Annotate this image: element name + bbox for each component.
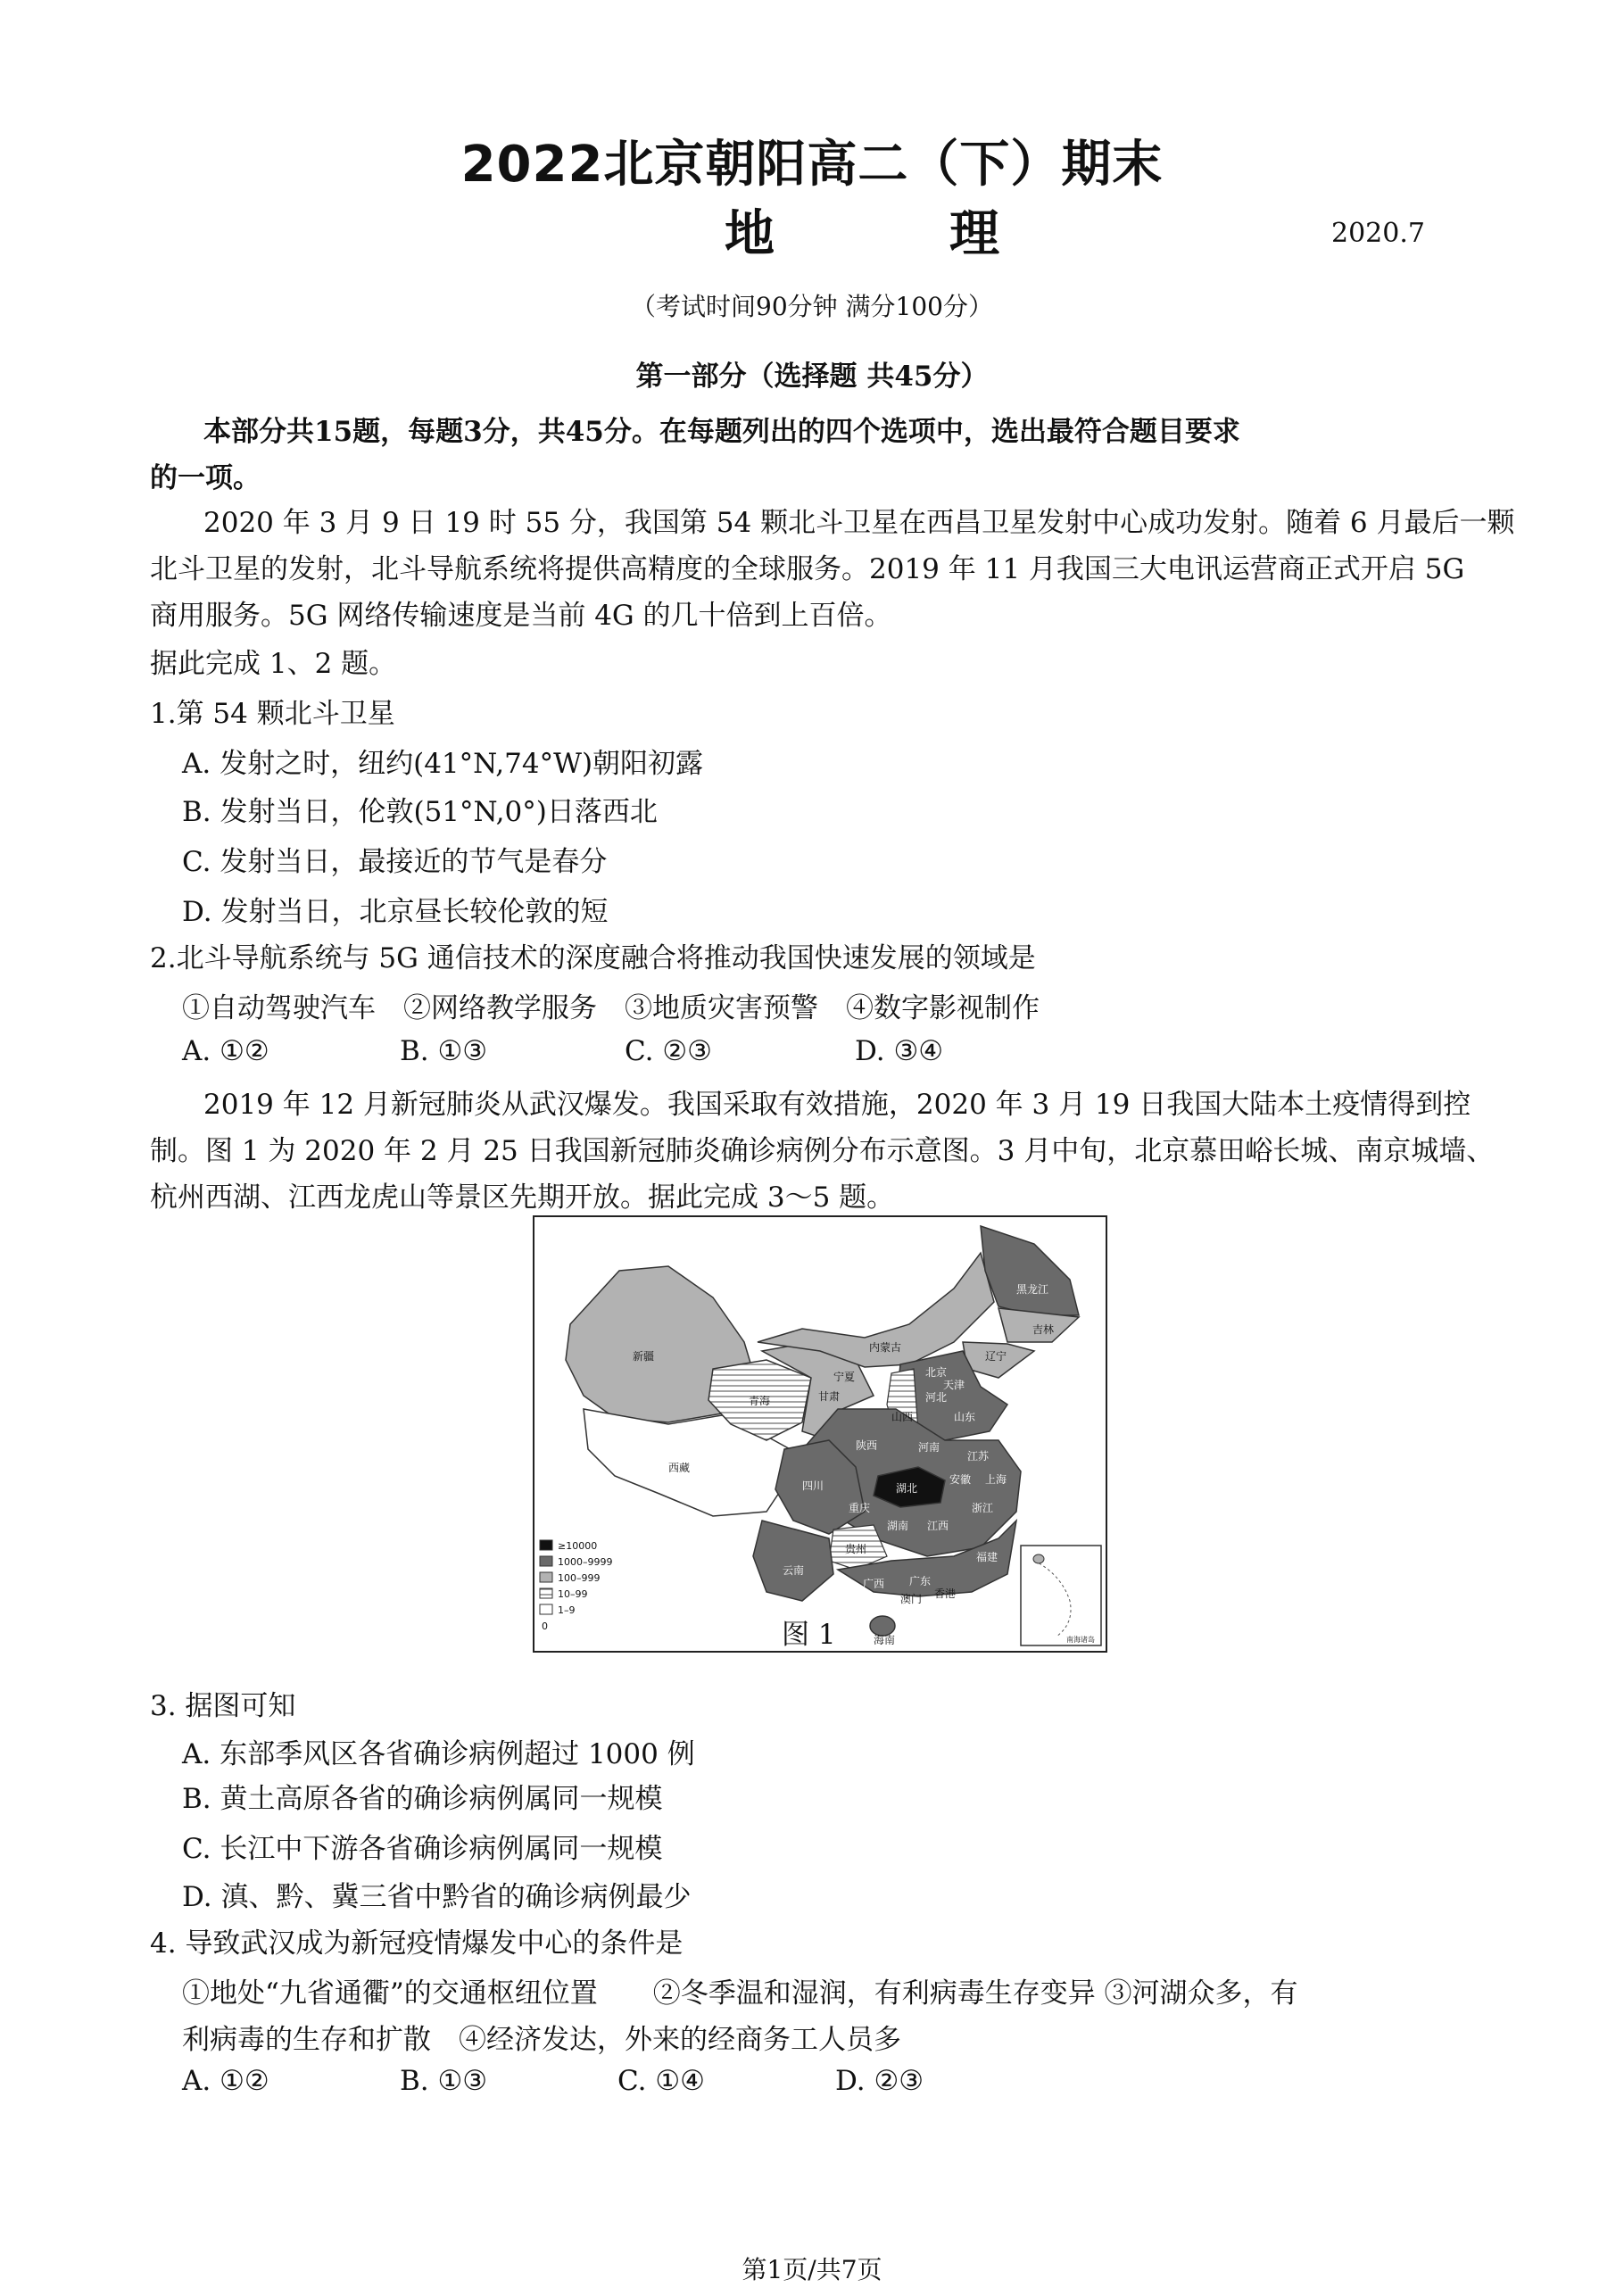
q1-option-a: A. 发射之时，纽约(41°N,74°W)朝阳初露 xyxy=(182,748,704,780)
label-fujian: 福建 xyxy=(976,1551,998,1563)
legend-label: 1000–9999 xyxy=(558,1556,613,1568)
legend-swatch xyxy=(540,1604,552,1614)
province-hainan xyxy=(870,1616,895,1636)
q2-option-a: A. ①② xyxy=(182,1035,269,1067)
province-heilongjiang xyxy=(981,1226,1079,1315)
legend-label: 100–999 xyxy=(558,1572,601,1584)
label-qinghai: 青海 xyxy=(749,1395,771,1407)
label-hebei: 河北 xyxy=(925,1391,948,1404)
q3-option-d: D. 滇、黔、冀三省中黔省的确诊病例最少 xyxy=(182,1881,692,1913)
q3-option-c: C. 长江中下游各省确诊病例属同一规模 xyxy=(182,1833,663,1865)
label-hubei: 湖北 xyxy=(896,1482,918,1495)
legend-label: 10–99 xyxy=(558,1588,588,1600)
q4-option-d: D. ②③ xyxy=(835,2065,924,2097)
figure-caption: 图 1 xyxy=(782,1619,836,1651)
label-sichuan: 四川 xyxy=(802,1480,824,1492)
part1-heading: 第一部分（选择题 共45分） xyxy=(635,361,989,393)
label-shandong: 山东 xyxy=(954,1411,976,1423)
q2-stem: 2.北斗导航系统与 5G 通信技术的深度融合将推动我国快速发展的领域是 xyxy=(150,942,1036,974)
label-hunan: 湖南 xyxy=(887,1520,909,1532)
q1-option-b: B. 发射当日，伦敦(51°N,0°)日落西北 xyxy=(182,796,658,828)
legend-swatch xyxy=(540,1588,552,1598)
label-yunnan: 云南 xyxy=(783,1564,805,1577)
label-zhejiang: 浙江 xyxy=(972,1502,994,1514)
passage2-line1: 2019 年 12 月新冠肺炎从武汉爆发。我国采取有效措施，2020 年 3 月 19 日我国大陆本土疫情得到控 xyxy=(203,1089,1471,1121)
passage1-line1: 2020 年 3 月 9 日 19 时 55 分，我国第 54 颗北斗卫星在西昌卫星发射中心成功发射。随着 6 月最后一颗 xyxy=(203,507,1515,539)
label-jiangsu: 江苏 xyxy=(967,1450,990,1463)
q3-option-a: A. 东部季风区各省确诊病例超过 1000 例 xyxy=(182,1738,695,1770)
label-shanghai: 上海 xyxy=(985,1473,1007,1486)
label-guangdong: 广东 xyxy=(909,1575,932,1587)
legend-swatch xyxy=(540,1572,552,1582)
q2-option-c: C. ②③ xyxy=(625,1035,712,1067)
passage2-line2: 制。图 1 为 2020 年 2 月 25 日我国新冠肺炎确诊病例分布示意图。3 月中旬，北京慕田峪长城、南京城墙、 xyxy=(150,1135,1495,1167)
label-beijing: 北京 xyxy=(925,1366,948,1379)
q4-option-a: A. ①② xyxy=(182,2065,269,2097)
q4-items-2: 利病毒的生存和扩散 ④经济发达，外来的经商务工人员多 xyxy=(182,2024,901,2056)
passage1-line2: 北斗卫星的发射，北斗导航系统将提供高精度的全球服务。2019 年 11 月我国三大电讯运营商正式开启 5G xyxy=(150,553,1465,585)
q3-stem: 3. 据图可知 xyxy=(150,1690,296,1722)
label-guizhou: 贵州 xyxy=(845,1543,867,1555)
inset-hainan xyxy=(1033,1554,1044,1563)
label-liaoning: 辽宁 xyxy=(985,1350,1007,1363)
q2-items: ①自动驾驶汽车 ②网络教学服务 ③地质灾害预警 ④数字影视制作 xyxy=(182,992,1040,1024)
q4-option-c: C. ①④ xyxy=(617,2065,705,2097)
q1-option-c: C. 发射当日，最接近的节气是春分 xyxy=(182,846,608,878)
subject-title: 地 理 xyxy=(725,205,1062,263)
china-case-map xyxy=(533,1215,1107,1653)
label-south-sea: 南海诸岛 xyxy=(1066,1636,1095,1644)
legend-swatch xyxy=(540,1540,552,1550)
page-number: 第1页/共7页 xyxy=(742,2255,882,2284)
q2-option-b: B. ①③ xyxy=(400,1035,488,1067)
legend-label: ≥10000 xyxy=(558,1540,598,1552)
label-ningxia: 宁夏 xyxy=(833,1371,856,1383)
label-xinjiang: 新疆 xyxy=(633,1350,655,1363)
label-aomen: 澳门 xyxy=(900,1593,923,1605)
q4-stem: 4. 导致武汉成为新冠疫情爆发中心的条件是 xyxy=(150,1927,684,1960)
label-hainan: 海南 xyxy=(874,1634,896,1646)
map-legend xyxy=(540,1540,613,1632)
exam-date: 2020.7 xyxy=(1331,218,1425,249)
part1-instruction-2: 的一项。 xyxy=(150,462,261,494)
legend-swatch xyxy=(540,1556,552,1566)
label-heilongjiang: 黑龙江 xyxy=(1016,1283,1049,1296)
province-yunnan xyxy=(753,1521,833,1601)
label-shanxi: 山西 xyxy=(891,1411,914,1423)
q4-items-1: ①地处“九省通衢”的交通枢纽位置 ②冬季温和湿润，有利病毒生存变异 ③河湖众多，有 xyxy=(182,1977,1298,2010)
label-guangxi: 广西 xyxy=(863,1578,885,1590)
passage1-line3: 商用服务。5G 网络传输速度是当前 4G 的几十倍到上百倍。 xyxy=(150,600,892,632)
label-neimenggu: 内蒙古 xyxy=(869,1341,902,1354)
q1-option-d: D. 发射当日，北京昼长较伦敦的短 xyxy=(182,896,609,928)
legend-label: 1–9 xyxy=(558,1604,576,1616)
legend-label: 0 xyxy=(542,1620,548,1632)
label-xizang: 西藏 xyxy=(668,1462,691,1474)
label-shaanxi: 陕西 xyxy=(856,1439,878,1452)
map-svg xyxy=(534,1217,1106,1651)
passage2-line3: 杭州西湖、江西龙虎山等景区先期开放。据此完成 3～5 题。 xyxy=(150,1181,895,1214)
label-jiangxi: 江西 xyxy=(927,1520,949,1532)
label-gansu: 甘肃 xyxy=(818,1390,841,1403)
q1-stem: 1.第 54 颗北斗卫星 xyxy=(150,698,395,730)
exam-title: 2022北京朝阳高二（下）期末 xyxy=(460,136,1164,194)
q2-option-d: D. ③④ xyxy=(855,1035,944,1067)
label-henan: 河南 xyxy=(918,1441,940,1454)
q4-option-b: B. ①③ xyxy=(400,2065,488,2097)
label-xianggang: 香港 xyxy=(934,1587,957,1600)
south-sea-inset xyxy=(1021,1546,1101,1645)
label-jilin: 吉林 xyxy=(1032,1323,1055,1336)
exam-note: （考试时间90分钟 满分100分） xyxy=(631,292,993,321)
passage1-line4: 据此完成 1、2 题。 xyxy=(150,648,397,680)
label-tianjin: 天津 xyxy=(943,1379,965,1391)
part1-instruction-1: 本部分共15题，每题3分，共45分。在每题列出的四个选项中，选出最符合题目要求 xyxy=(203,416,1240,448)
label-anhui: 安徽 xyxy=(949,1473,972,1486)
q3-option-b: B. 黄土高原各省的确诊病例属同一规模 xyxy=(182,1783,663,1815)
label-chongqing: 重庆 xyxy=(849,1502,871,1514)
